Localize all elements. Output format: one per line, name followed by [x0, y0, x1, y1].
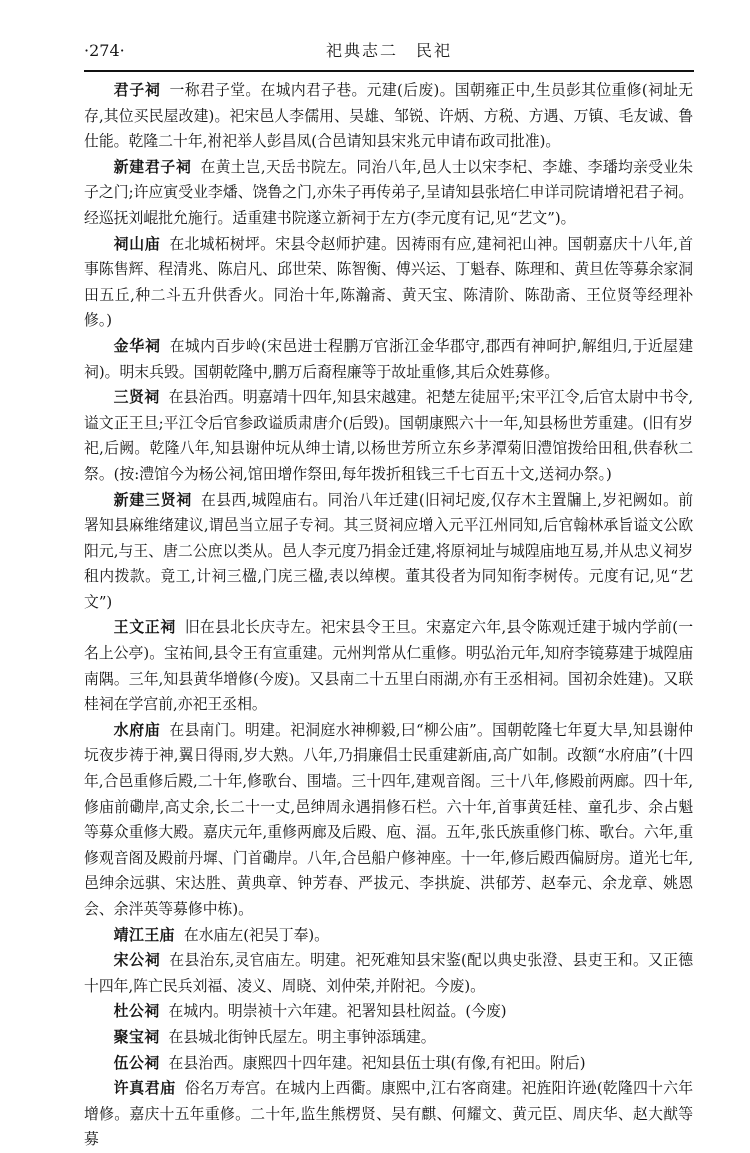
entry-title: 杜公祠: [113, 1002, 160, 1021]
entry-wang-wenzheng-ci: [84, 615, 693, 717]
entry-new-junzi-ci: [84, 155, 693, 232]
page-number: ·274·: [84, 41, 125, 60]
entry-text: 在县治西。明嘉靖十四年,知县宋越建。祀楚左徒屈平;宋平江令,后官太尉中书令,谥文正王旦;平江令后官参政谥质肃唐介(后毁)。国朝康熙六十一年,知县杨世芳重建。(旧有岁祀,后阙。乾隆八年,知县谢仲坃从绅士请,以杨世芳所立东乡茅潭菊旧澧馆拨给田租,供春秋二祭。(按:澧馆今为杨公祠,馆田增作祭田,每年拨折租钱三千七百五十文,送祠办祭。): [84, 388, 694, 483]
entry-title: 新建君子祠: [113, 157, 192, 176]
entry-text: 在水庙左(祀吴丁奉)。: [183, 925, 330, 944]
entry-title: 聚宝祠: [113, 1027, 160, 1046]
entry-title: 水府庙: [113, 720, 161, 739]
entry-text: 在县治西。康熙四十四年建。祀知县伍士琪(有像,有祀田。附后): [168, 1053, 586, 1072]
page-header: [84, 38, 694, 64]
entry-wu-gong-ci: [84, 1051, 693, 1077]
entry-title: 金华祠: [113, 336, 161, 355]
entry-song-gong-ci: [84, 948, 693, 999]
running-title: 祀典志二 民祀: [325, 41, 452, 60]
entry-text: 在北城柘树坪。宋县令赵师护建。因祷雨有应,建祠祀山神。国朝嘉庆十八年,首事陈售辉、程清兆、陈启凡、邱世荣、陈智衡、傅兴运、丁魁春、陈理和、黄旦佐等募余家洞田五丘,种二斗五升供香火。同治十年,陈瀚斋、黄天宝、陈清阶、陈劭斋、王位贤等经理补修。): [84, 234, 694, 330]
entry-title: 伍公祠: [113, 1053, 160, 1072]
entry-title: 新建三贤祠: [113, 490, 193, 509]
entry-jingjiang-wang-miao: [84, 923, 693, 949]
entry-title: 靖江王庙: [113, 925, 175, 944]
entry-text: 在县治东,灵官庙左。明建。祀死难知县宋鉴(配以典史张澄、县吏王和。又正德十四年,阵亡民兵刘福、凌义、周晓、刘仲荣,并附祀。今废)。: [84, 951, 694, 995]
entry-du-gong-ci: [84, 999, 693, 1025]
entry-jinhua-ci: [84, 334, 693, 385]
entry-title: 王文正祠: [113, 618, 176, 637]
page-body: [84, 78, 694, 1149]
header-rule: [84, 70, 694, 72]
entry-text: 在黄土岂,天岳书院左。同治八年,邑人士以宋李杞、李雄、李璠均亲受业朱子之门;许应寅受业李燔、饶鲁之门,亦朱子再传弟子,呈请知县张培仁申详司院请增祀君子祠。经巡抚刘崐批允施行。适重建书院遂立新祠于左方(李元度有记,见“艺文”)。: [84, 157, 694, 227]
entry-jubao-ci: [84, 1025, 693, 1051]
entry-text: 旧在县北长庆寺左。祀宋县令王旦。宋嘉定六年,县令陈观迁建于城内学前(一名上公亭)。宝祐间,县令王有宣重建。元州判常从仁重修。明弘治元年,知府李镜募建于城隍庙南隅。三年,知县黄华增修(今废)。又县南二十五里白雨湖,亦有王丞相祠。国初余姓建)。又联桂祠在学宫前,亦祀王丞相。: [84, 618, 694, 714]
entry-text: 一称君子堂。在城内君子巷。元建(后废)。国朝雍正中,生员彭其位重修(祠址无存,其位买民屋改建)。祀宋邑人李儒用、吴雄、邹锐、许炳、方税、方遇、万镇、毛友诚、鲁仕能。乾隆二十年,祔祀举人彭昌凤(合邑请知县宋兆元申请布政司批准)。: [84, 81, 694, 151]
entry-text: 在县城北街钟氏屋左。明主事钟添瑀建。: [168, 1027, 436, 1046]
entry-shuifu-miao: [84, 718, 693, 923]
entry-text: 在城内。明崇祯十六年建。祀署知县杜闳益。(今废): [168, 1002, 507, 1021]
entry-xu-zhenjun-miao: [84, 1076, 693, 1153]
entry-title: 君子祠: [113, 81, 161, 99]
entry-text: 在城内百步岭(宋邑进士程鹏万官浙江金华郡守,郡西有神呵护,解组归,于近屋建祠)。明末兵毁。国朝乾隆中,鹏万后裔程廉等于故址重修,其后众姓募修。: [84, 336, 694, 381]
entry-title: 许真君庙: [113, 1079, 176, 1098]
entry-title: 祠山庙: [113, 234, 161, 253]
entry-junzi-ci: [84, 78, 693, 155]
entry-sanxian-ci: [84, 385, 693, 487]
entry-text: 在县西,城隍庙右。同治八年迁建(旧祠圮废,仅存木主置牖上,岁祀阙如。前署知县麻维绪建议,谓邑当立屈子专祠。其三贤祠应增入元平江州同知,后官翰林承旨谥文公欧阳元,与王、唐二公庶以类从。邑人李元度乃捐金迁建,将原祠址与城隍庙地互易,并从忠义祠岁租内拨款。竟工,计祠三楹,门庑三楹,表以绰楔。董其役者为同知衔李树传。元度有记,见“艺文”): [84, 490, 694, 611]
entry-title: 三贤祠: [113, 388, 160, 407]
entry-new-sanxian-ci: [84, 488, 693, 616]
entry-title: 宋公祠: [113, 951, 161, 970]
entry-cishan-miao: [84, 232, 693, 334]
entry-text: 在县南门。明建。祀洞庭水神柳毅,曰“柳公庙”。国朝乾隆七年夏大旱,知县谢仲坃夜步祷于神,翼日得雨,岁大熟。八年,乃捐廉倡士民重建新庙,高广如制。改额“水府庙”(十四年,合邑重修后殿,二十年,修歌台、围墙。三十四年,建观音阁。三十八年,修殿前两廊。四十年,修庙前磡岸,高丈余,长二十一丈,邑绅周永遇捐修石栏。六十年,首事黄廷桂、童孔步、余占魁等募众重修大殿。嘉庆元年,重修两廊及后殿、庖、湢。五年,张氏族重修门栋、歌台。六年,重修观音阁及殿前丹墀、门首磡岸。八年,合邑船户修神座。十一年,修后殿西偏厨房。道光七年,邑绅余远骐、宋达胜、黄典章、钟芳春、严拔元、李拱旋、洪郁芳、赵奉元、余龙章、姚恩会、余泮英等募修中栋)。: [84, 720, 694, 918]
entry-text: 俗名万寿宫。在城内上西衢。康熙中,江右客商建。祀旌阳许逊(乾隆四十六年增修。嘉庆十五年重修。二十年,监生熊楞贤、吴有麒、何耀文、黄元臣、周庆华、赵大猷等募: [84, 1079, 694, 1149]
